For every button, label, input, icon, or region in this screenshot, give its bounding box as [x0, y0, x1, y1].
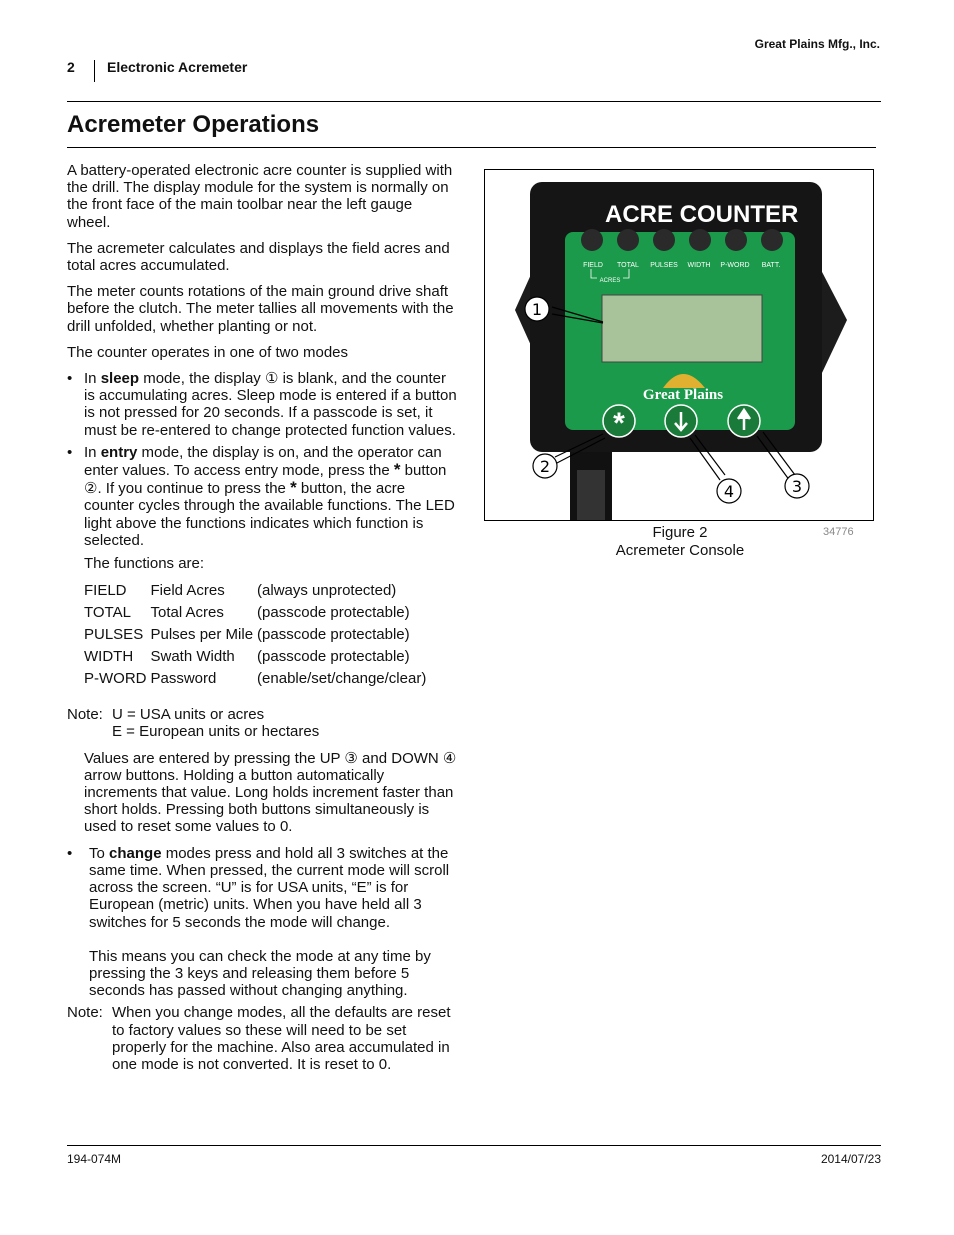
function-name: Swath Width — [150, 648, 235, 666]
led-indicator — [689, 229, 711, 251]
figure-number: 34776 — [823, 526, 854, 538]
function-code: PULSES — [84, 626, 144, 644]
header-rule — [67, 101, 881, 102]
function-name: Total Acres — [150, 604, 224, 622]
paragraph: The meter counts rotations of the main ground drive shaft before the clutch. The meter tallies all movements with the drill unfolded, whether planting or not. — [67, 283, 454, 335]
led-indicator — [761, 229, 783, 251]
title-rule — [67, 147, 876, 148]
figure-frame — [484, 169, 874, 521]
section-title: Electronic Acremeter — [107, 59, 248, 75]
function-code: P-WORD — [84, 670, 147, 688]
company-name: Great Plains Mfg., Inc. — [754, 37, 880, 51]
led-label: P-WORD — [720, 262, 750, 269]
led-indicator — [617, 229, 639, 251]
function-protection: (enable/set/change/clear) — [257, 670, 427, 688]
function-name: Field Acres — [150, 582, 225, 600]
down-arrow-button[interactable] — [665, 405, 697, 437]
function-code: TOTAL — [84, 604, 131, 622]
led-label: PULSES — [650, 262, 678, 269]
function-row — [84, 648, 430, 670]
function-protection: (passcode protectable) — [257, 604, 410, 622]
function-code: FIELD — [84, 582, 127, 600]
led-label: TOTAL — [617, 262, 639, 269]
header-divider — [94, 60, 95, 82]
paragraph: The counter operates in one of two modes — [67, 343, 349, 361]
function-protection: (passcode protectable) — [257, 626, 410, 644]
page-number: 2 — [67, 59, 75, 75]
function-row — [84, 670, 430, 692]
asterisk-icon: * — [613, 407, 625, 440]
paragraph: The acremeter calculates and displays the field acres and total acres accumulated. — [67, 239, 450, 275]
led-label: BATT. — [761, 262, 781, 269]
document-date: 2014/07/23 — [820, 1152, 881, 1166]
led-label: FIELD — [583, 262, 603, 269]
function-row — [84, 604, 430, 626]
functions-table — [84, 582, 430, 692]
callout-3: 3 — [791, 477, 803, 496]
led-indicator — [653, 229, 675, 251]
led-label: WIDTH — [687, 262, 711, 269]
device-title: ACRE COUNTER — [605, 201, 799, 228]
main-column — [67, 162, 459, 1082]
acremeter-console-illustration — [485, 170, 873, 520]
functions-intro: The functions are: — [84, 555, 205, 573]
callout-2: 2 — [539, 457, 551, 476]
function-row — [84, 582, 430, 604]
function-protection: (passcode protectable) — [257, 648, 410, 666]
page-title: Acremeter Operations — [67, 111, 320, 138]
bullet-dot: • — [67, 443, 73, 461]
function-name: Password — [150, 670, 217, 688]
function-row — [84, 626, 430, 648]
document-number: 194-074M — [67, 1152, 122, 1166]
note-change-modes: Note: When you change modes, all the defaults are reset to factory values so these will need to be set properly for the machine. Also area accumulated in one mode is not converted. It is reset to 0. — [67, 1004, 451, 1073]
function-code: WIDTH — [84, 648, 134, 666]
bullet-dot: • — [67, 370, 73, 388]
footer-rule — [67, 1145, 881, 1146]
list-item-change: • To change modes press and hold all 3 switches at the same time. When pressed, the current mode will scroll across the screen. “U” is for USA units, “E” is for European (metric) units. When you have held all 3 switches for 5 seconds the mode will change. This means you can check the mode at any time by pressing the 3 keys and releasing them before 5 seconds has passed without changing anything. — [67, 844, 450, 1000]
brand-logo-text: Great Plains — [642, 387, 724, 403]
bullet-dot: • — [67, 844, 73, 862]
callout-1: 1 — [531, 300, 543, 319]
note-units: Note: U = USA units or acres E = European units or hectares — [67, 706, 320, 741]
asterisk-icon: * — [393, 460, 401, 480]
led-indicator — [725, 229, 747, 251]
led-indicator — [581, 229, 603, 251]
figure-caption: Figure 2 Acremeter Console — [615, 524, 745, 559]
paragraph: A battery-operated electronic acre counter is supplied with the drill. The display module for the system is normally on the front face of the main toolbar near the left gauge wheel. — [67, 162, 453, 231]
note-label: Note: — [67, 1004, 103, 1022]
asterisk-icon: * — [290, 478, 297, 498]
function-name: Pulses per Mile — [150, 626, 254, 644]
list-item-sleep: • In sleep mode, the display ① is blank, and the counter is accumulating acres. Sleep mode is entered if a button is not pressed for 20 seconds. If a passcode is set, it must be re-entered to change protected function values. — [67, 370, 457, 439]
function-protection: (always unprotected) — [257, 582, 397, 600]
callout-4: 4 — [723, 482, 735, 501]
lcd-display — [602, 295, 762, 362]
note-label: Note: — [67, 706, 103, 724]
values-paragraph: Values are entered by pressing the UP ③ and DOWN ④ arrow buttons. Holding a button automatically increments that value. Long holds increment faster than short holds. Pressing both buttons simultaneously is used to reset some values to 0. — [84, 749, 457, 836]
acres-label: ACRES — [599, 278, 621, 284]
list-item-entry: • In entry mode, the display is on, and the operator can enter values. To access entry mode, press the * button ②. If you continue to press the * button, the acre counter cycles through the available functions. The LED light above the functions indicates which function is selected. — [67, 443, 455, 549]
up-arrow-button[interactable] — [728, 405, 760, 437]
